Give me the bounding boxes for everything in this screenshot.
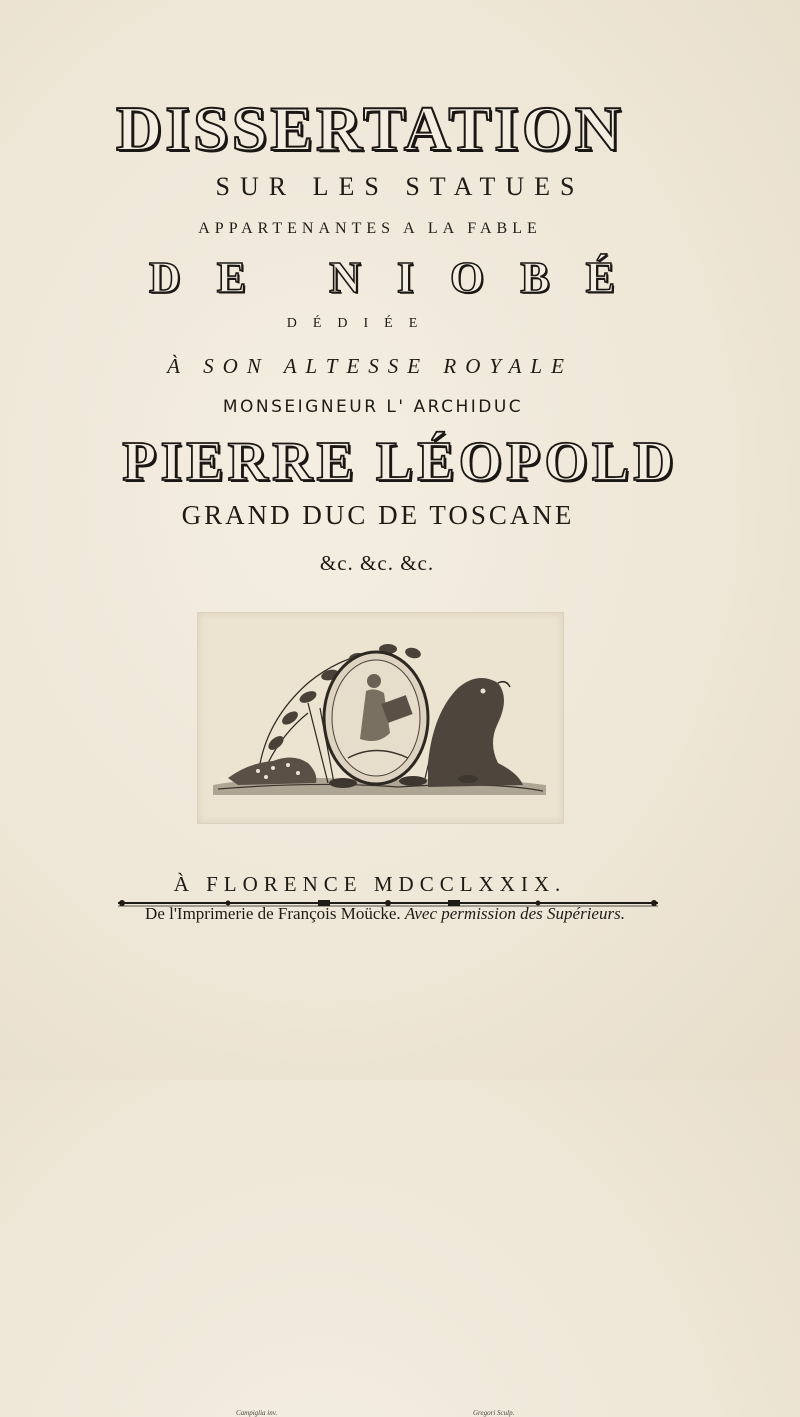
etcetera: &c. &c. &c. — [319, 551, 435, 575]
dedicatee-title: GRAND DUC DE TOSCANE — [181, 500, 575, 530]
dedication-monseigneur: MONSEIGNEUR L' ARCHIDUC — [222, 397, 524, 417]
printer-name: De l'Imprimerie de François Moücke. — [145, 904, 401, 923]
signature-left: Campiglia inv. — [236, 1409, 278, 1417]
dedication-label: DÉDIÉE — [286, 316, 434, 331]
main-title: DISSERTATION — [116, 93, 624, 164]
dedication-altesse: À SON ALTESSE ROYALE — [167, 354, 573, 378]
signature-right: Gregori Sculp. — [473, 1409, 515, 1417]
subtitle-niobe: DE NIOBÉ — [149, 253, 651, 302]
permission-note: Avec permission des Supérieurs. — [404, 904, 625, 923]
vignette-illustration — [198, 613, 563, 823]
imprint-place-date: À FLORENCE MDCCLXXIX. — [173, 872, 567, 896]
subtitle-statues: SUR LES STATUES — [215, 172, 585, 201]
subtitle-fable: APPARTENANTES A LA FABLE — [198, 220, 542, 237]
dedicatee-name: PIERRE LÉOPOLD — [122, 431, 678, 493]
imprint-printer-line — [0, 904, 785, 924]
